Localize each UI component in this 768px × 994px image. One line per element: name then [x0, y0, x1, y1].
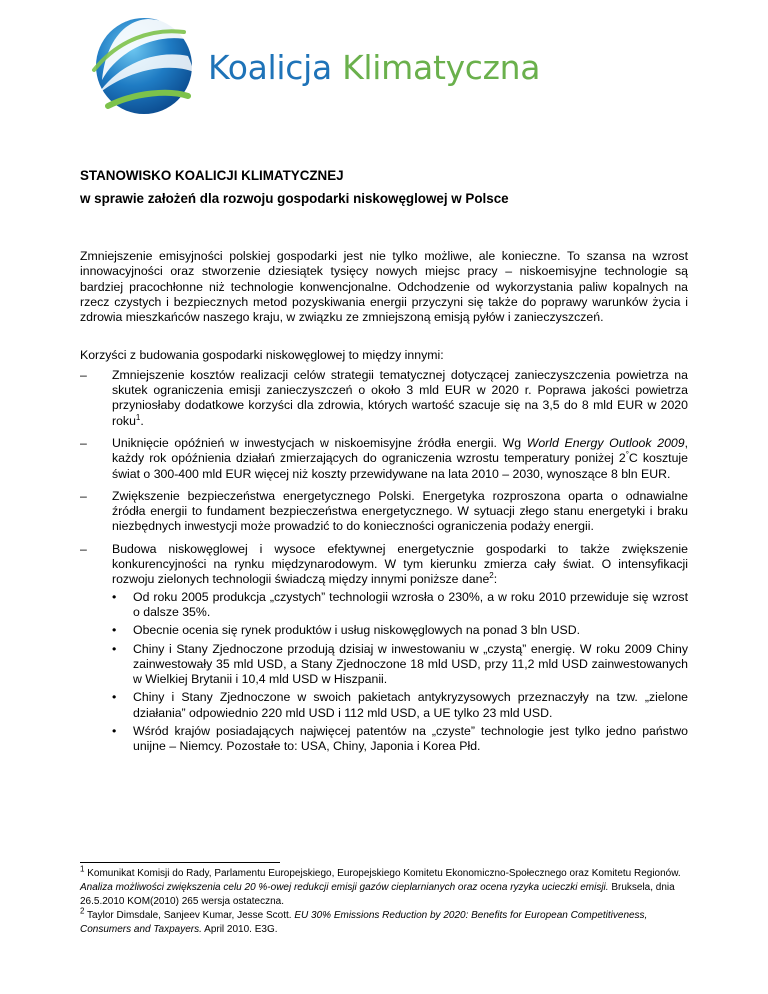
publication-title: World Energy Outlook 2009	[526, 435, 685, 450]
document-body	[80, 249, 688, 762]
intro-paragraph: Zmniejszenie emisyjności polskiej gospodarki jest nie tylko możliwe, ale konieczne. To szansa na wzrost innowacyjności oraz stworzenie dziesiątek tysięcy nowych miejsc pracy – niskoemisyjne technologie są bardziej pracochłonne niż technologie konwencjonalne. Odchodzenie od wykorzystania paliw kopalnych na rzecz czystych i bezpiecznych metod pozyskiwania energii przyczyni się także do poprawy warunków życia i zdrowia mieszkańców naszego kraju, w związku ze zmniejszoną emisją pyłów i zanieczyszczeń.	[80, 249, 688, 325]
footnote-2: $^2$ Taylor Dimsdale, Sanjeev Kumar, Jesse Scott. EU 30% Emissions Reduction by 2020: Benefits for European Competitiveness, Consumers and Taxpayers. April 2010. E3G.	[80, 906, 648, 935]
bullet-item: • Wśród krajów posiadających najwięcej patentów na „czyste” technologie jest tylko jedno państwo unijne – Niemcy. Pozostałe to: USA, Chiny, Japonia i Korea Płd.	[112, 724, 688, 755]
benefits-lead: Korzyści z budowania gospodarki niskowęglowej to między innymi:	[80, 348, 444, 363]
list-item: – Zwiększenie bezpieczeństwa energetycznego Polski. Energetyka rozproszona oparta o odnawialne źródła energii to fundament bezpieczeństwa energetycznego. W sytuacji złego stanu energetyki i braku niezbędnych inwestycji może prowadzić to do konieczności ograniczenia podaży energii.	[80, 489, 688, 535]
footnote-separator	[80, 862, 280, 863]
logo	[88, 10, 648, 130]
bullet-list	[112, 590, 688, 755]
bullet-item: • Chiny i Stany Zjednoczone przodują dzisiaj w inwestowaniu w „czystą” energię. W roku 2009 Chiny zainwestowały 35 mld USD, a Stany Zjednoczone 18 mld USD, przy 11,2 mld USD zainwestowanych w Wielkiej Brytanii i 10,4 mld USD w Hiszpanii.	[112, 642, 688, 688]
logo-wordmark	[208, 48, 540, 87]
title-line1: STANOWISKO KOALICJI KLIMATYCZNEJ	[80, 168, 344, 183]
logo-name-part2: Klimatyczna	[342, 48, 541, 87]
list-item: – Budowa niskowęglowej i wysoce efektywnej energetycznie gospodarki to także zwiększenie konkurencyjności na rynku międzynarodowym. W tym kierunku zmierza cały świat. O intensyfikacji rozwoju zielonych technologii świadczą między innymi poniższe dane$^2$: • Od roku 2005 produkcja „czystych” technologii wzrosła o 230%, a w roku 2010 przewiduje się wzrost o dalsze 35%. • Obecnie ocenia się rynek produktów i usług niskowęglowych na ponad 3 bln USD. • Chiny i Stany Zjednoczone przodują dzisiaj w inwestowaniu w „czystą” energię. W roku 2009 Chiny zainwestowały 35 mld USD, a Stany Zjednoczone 18 mld USD, przy 11,2 mld USD zainwestowanych w Wielkiej Brytanii i 10,4 mld USD w Hiszpanii. • Chiny i Stany Zjednoczone w swoich pakietach antykryzysowych przeznaczyły na tzw. „zielone działania” odpowiednio 220 mld USD i 112 mld USD, a UE tylko 23 mld USD. • Wśród krajów posiadających najwięcej patentów na „czyste” technologie jest tylko jedno państwo unijne – Niemcy. Pozostałe to: USA, Chiny, Japonia i Korea Płd.	[80, 542, 688, 755]
footnote-ref: 1	[135, 412, 141, 422]
bullet-item: • Chiny i Stany Zjednoczone w swoich pakietach antykryzysowych przeznaczyły na tzw. „zielone działania” odpowiednio 220 mld USD i 112 mld USD, a UE tylko 23 mld USD.	[112, 690, 688, 721]
globe-icon	[88, 10, 198, 120]
document-title	[80, 164, 509, 210]
title-line2: w sprawie założeń dla rozwoju gospodarki niskowęglowej w Polsce	[80, 191, 509, 206]
bullet-item: • Od roku 2005 produkcja „czystych” technologii wzrosła o 230%, a w roku 2010 przewiduje się wzrost o dalsze 35%.	[112, 590, 688, 621]
footnotes	[80, 864, 690, 937]
footnote-ref: 2	[489, 571, 494, 581]
list-item: – Uniknięcie opóźnień w inwestycjach w niskoemisyjne źródła energii. Wg World Energy Outlook 2009, każdy rok opóźnienia działań zmierzających do ograniczenia wzrostu temperatury poniżej 2°C kosztuje świat o 300-400 mld EUR więcej niż koszty przewidywane na lata 2010 – 2030, wynoszące 8 bln EUR.	[80, 436, 688, 482]
list-item: – Zmniejszenie kosztów realizacji celów strategii tematycznej dotyczącej zanieczyszczenia powietrza na skutek ograniczenia emisji zanieczyszczeń o około 3 mld EUR w 2020 r. Poprawa jakości powietrza przyniosłaby dodatkowe korzyści dla zdrowia, których wartość szacuje się na 3,5 do 8 mld EUR w 2020 roku$^1$.	[80, 368, 688, 429]
bullet-item: • Obecnie ocenia się rynek produktów i usług niskowęglowych na ponad 3 bln USD.	[112, 623, 688, 638]
footnote-1: $^1$ Komunikat Komisji do Rady, Parlamentu Europejskiego, Europejskiego Komitetu Ekonomiczno-Społecznego oraz Komitetu Regionów. Analiza możliwości zwiększenia celu 20 %-owej redukcji emisji gazów cieplarnianych oraz ocena ryzyka ucieczki emisji. Bruksela, dnia 26.5.2010 KOM(2010) 265 wersja ostateczna.	[80, 864, 681, 907]
benefits-list	[80, 368, 688, 755]
logo-name-part1: Koalicja	[208, 48, 332, 87]
